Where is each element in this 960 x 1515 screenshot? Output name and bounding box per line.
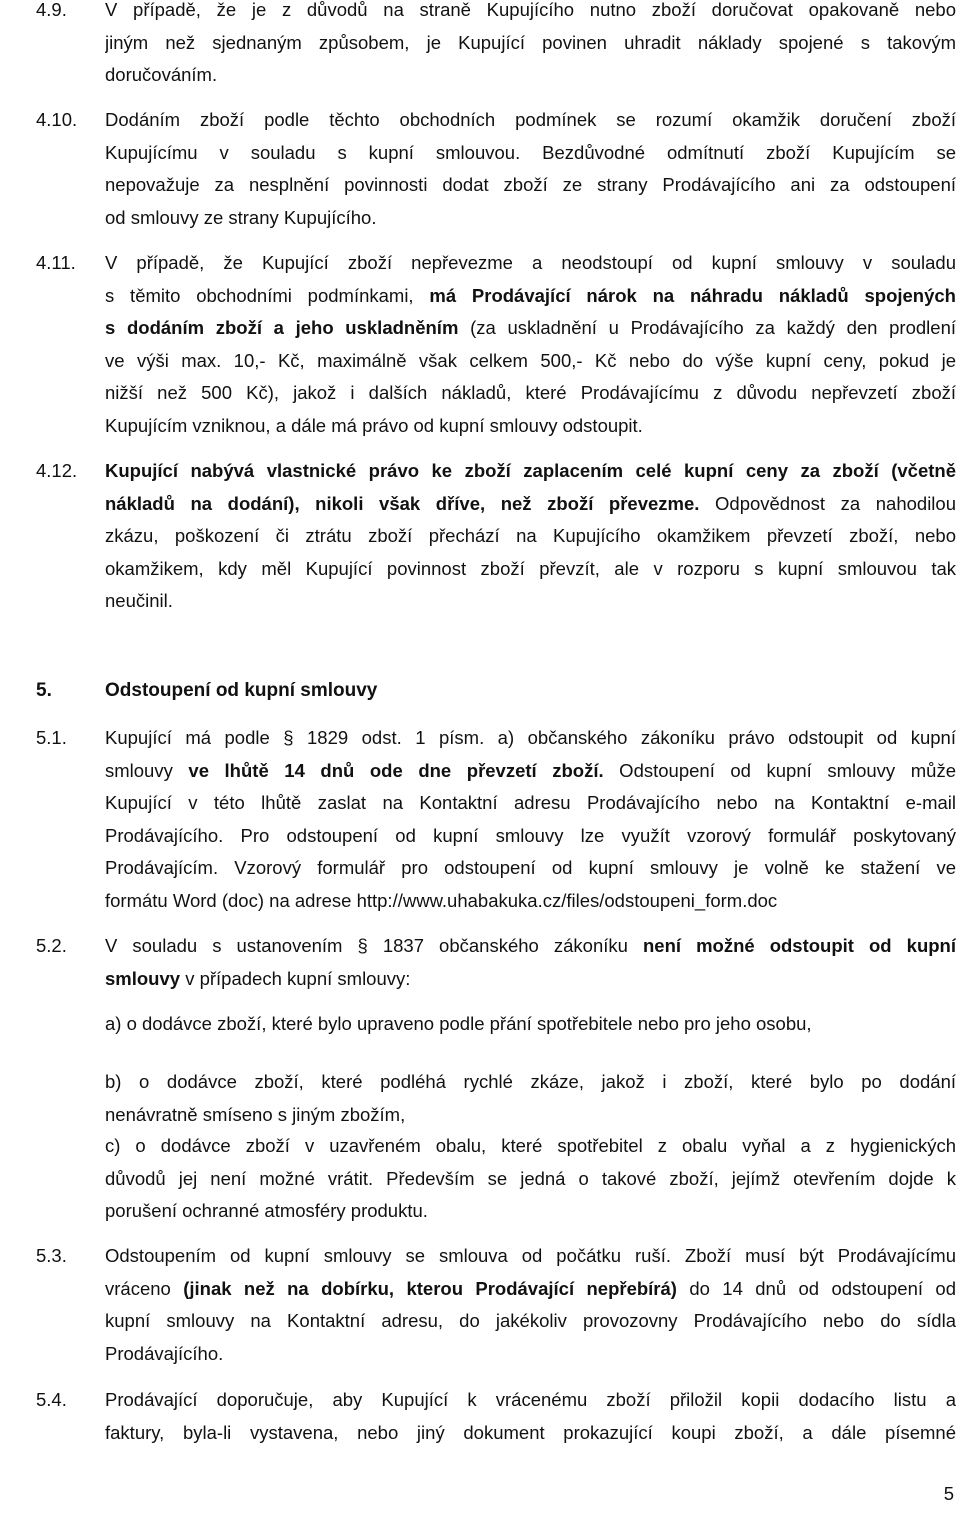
text-line: ve výši max. 10,- Kč, maximálně však celkem 500,- Kč nebo do výše kupní ceny, pokud je	[105, 349, 956, 371]
text-run: vráceno	[105, 1277, 184, 1299]
text-run: V souladu s ustanovením § 1837 občanského zákoníku	[105, 935, 643, 956]
bold-text-run: není možné odstoupit od kupní	[642, 935, 956, 956]
text-run: smlouvy	[105, 759, 189, 781]
text-run: v případech kupní smlouvy:	[180, 967, 411, 989]
clause-number: 5.2.	[36, 935, 67, 956]
text-line: Kupující nabývá vlastnické právo ke zboží zaplacením celé kupní ceny za zboží (včetně	[105, 460, 956, 481]
text-line: formátu Word (doc) na adrese http://www.uhabakuka.cz/files/odstoupeni_form.doc	[105, 889, 778, 911]
clause-text	[105, 0, 956, 92]
text-line: neučinil.	[105, 590, 173, 611]
text-line: Odstoupením od kupní smlouvy se smlouva od počátku ruší. Zboží musí být Prodávajícímu	[105, 1245, 956, 1266]
exception-c	[105, 1130, 956, 1228]
text-line: V případě, že je z důvodů na straně Kupujícího nutno zboží doručovat opakovaně nebo	[105, 0, 956, 20]
text-line: b) o dodávce zboží, které podléhá rychlé zkáze, jakož i zboží, které bylo po dodání	[105, 1071, 956, 1092]
clause-text	[105, 722, 956, 917]
clause-text	[105, 247, 956, 442]
text-line: faktury, byla-li vystavena, nebo jiný dokument prokazující koupi zboží, a dále písemné	[105, 1421, 956, 1443]
text-line: důvodů jej není možné vrátit. Především se jedná o takové zboží, jejímž otevřením dojde k	[105, 1167, 956, 1189]
text-line: zkázu, poškození či ztrátu zboží přechází na Kupujícího okamžikem převzetí zboží, nebo	[105, 525, 956, 546]
clause-number: 5.4.	[36, 1389, 67, 1410]
clause-4-12	[36, 455, 956, 618]
clause-text	[105, 930, 956, 995]
clause-5-2	[36, 930, 956, 995]
text-line: a) o dodávce zboží, které bylo upraveno podle přání spotřebitele nebo pro jeho osobu,	[105, 1013, 812, 1034]
text-line	[105, 755, 956, 788]
text-line: Kupující v této lhůtě zaslat na Kontaktní adresu Prodávajícího nebo na Kontaktní e-mail	[105, 792, 956, 813]
text-line: Kupujícímu v souladu s kupní smlouvou. Bezdůvodné odmítnutí zboží Kupujícím se	[105, 141, 956, 163]
text-line: Prodávající doporučuje, aby Kupující k vrácenému zboží přiložil kopii dodacího listu a	[105, 1389, 956, 1410]
text-line: jiným než sjednaným způsobem, je Kupující povinen uhradit náklady spojené s takovým	[105, 31, 956, 53]
clause-text	[105, 104, 956, 234]
clause-text	[105, 1240, 956, 1370]
exception-a	[105, 1008, 956, 1041]
clause-5-3	[36, 1240, 956, 1370]
bold-text-run: s dodáním zboží a jeho uskladněním	[105, 317, 459, 338]
text-line: od smlouvy ze strany Kupujícího.	[105, 206, 377, 228]
text-line	[105, 488, 956, 521]
clause-number: 4.10.	[36, 109, 78, 130]
text-line: Prodávajícího. Pro odstoupení od kupní smlouvy lze využít vzorový formulář poskytovaný	[105, 824, 956, 846]
section-heading	[36, 675, 377, 707]
text-line: okamžikem, kdy měl Kupující povinnost zboží převzít, ale v rozporu s kupní smlouvou tak	[105, 557, 956, 579]
bold-text-run: ve lhůtě 14 dnů ode dne převzetí zboží.	[188, 759, 604, 781]
text-line	[105, 280, 956, 313]
text-line	[105, 1273, 956, 1306]
clause-number: 4.11.	[36, 252, 76, 273]
text-line: nenávratně smíseno s jiným zbožím,	[105, 1103, 406, 1125]
clause-4-9	[36, 0, 956, 92]
text-line: Prodávajícího.	[105, 1342, 224, 1364]
clause-number: 5.1.	[36, 727, 67, 748]
text-line: Kupujícím vzniknou, a dále má právo od kupní smlouvy odstoupit.	[105, 414, 643, 436]
exception-b	[105, 1066, 956, 1131]
clause-4-10	[36, 104, 956, 234]
bold-text-run: nákladů na dodání), nikoli však dříve, než zboží převezme.	[105, 492, 700, 514]
bold-text-run: má Prodávající nárok na náhradu nákladů spojených	[429, 284, 956, 306]
text-line	[105, 963, 956, 996]
clause-text	[105, 455, 956, 618]
clause-number: 5.3.	[36, 1245, 67, 1266]
section-number: 5.	[36, 680, 52, 701]
text-line: V případě, že Kupující zboží nepřevezme a neodstoupí od kupní smlouvy v souladu	[105, 252, 956, 273]
clause-5-1	[36, 722, 956, 917]
clause-5-4	[36, 1384, 956, 1449]
text-line	[105, 930, 956, 963]
text-line: nepovažuje za nesplnění povinnosti dodat zboží ze strany Prodávajícího ani za odstoupení	[105, 174, 956, 195]
text-run: do 14 dnů od odstoupení od	[676, 1277, 956, 1299]
bold-text-run: smlouvy	[105, 967, 181, 989]
clause-number: 4.9.	[36, 0, 67, 20]
text-line	[105, 312, 956, 345]
bold-text-run: (jinak než na dobírku, kterou Prodávající nepřebírá)	[183, 1277, 677, 1299]
text-run: Odpovědnost za nahodilou	[699, 492, 956, 514]
text-line: Dodáním zboží podle těchto obchodních podmínek se rozumí okamžik doručení zboží	[105, 109, 956, 130]
text-line: doručováním.	[105, 64, 218, 85]
text-run: s těmito obchodními podmínkami,	[105, 284, 430, 306]
text-line: Prodávajícím. Vzorový formulář pro odstoupení od kupní smlouvy je volně ke stažení ve	[105, 857, 956, 878]
text-line: c) o dodávce zboží v uzavřeném obalu, které spotřebitel z obalu vyňal a z hygienických	[105, 1135, 956, 1156]
text-run: (za uskladnění u Prodávajícího za každý den prodlení	[458, 317, 956, 338]
text-line: nižší než 500 Kč), jakož i dalších nákladů, které Prodávajícímu z důvodu nepřevzetí zboží	[105, 382, 956, 403]
clause-text	[105, 1384, 956, 1449]
text-line: kupní smlouvy na Kontaktní adresu, do jakékoliv provozovny Prodávajícího nebo do sídla	[105, 1310, 956, 1331]
section-title: Odstoupení od kupní smlouvy	[105, 680, 378, 701]
text-run: Odstoupení od kupní smlouvy může	[603, 759, 956, 781]
text-line: Kupující má podle § 1829 odst. 1 písm. a) občanského zákoníku právo odstoupit od kupní	[105, 727, 956, 748]
page-number: 5	[943, 1483, 954, 1504]
text-line: porušení ochranné atmosféry produktu.	[105, 1200, 428, 1221]
clause-number: 4.12.	[36, 460, 78, 481]
clause-4-11	[36, 247, 956, 442]
